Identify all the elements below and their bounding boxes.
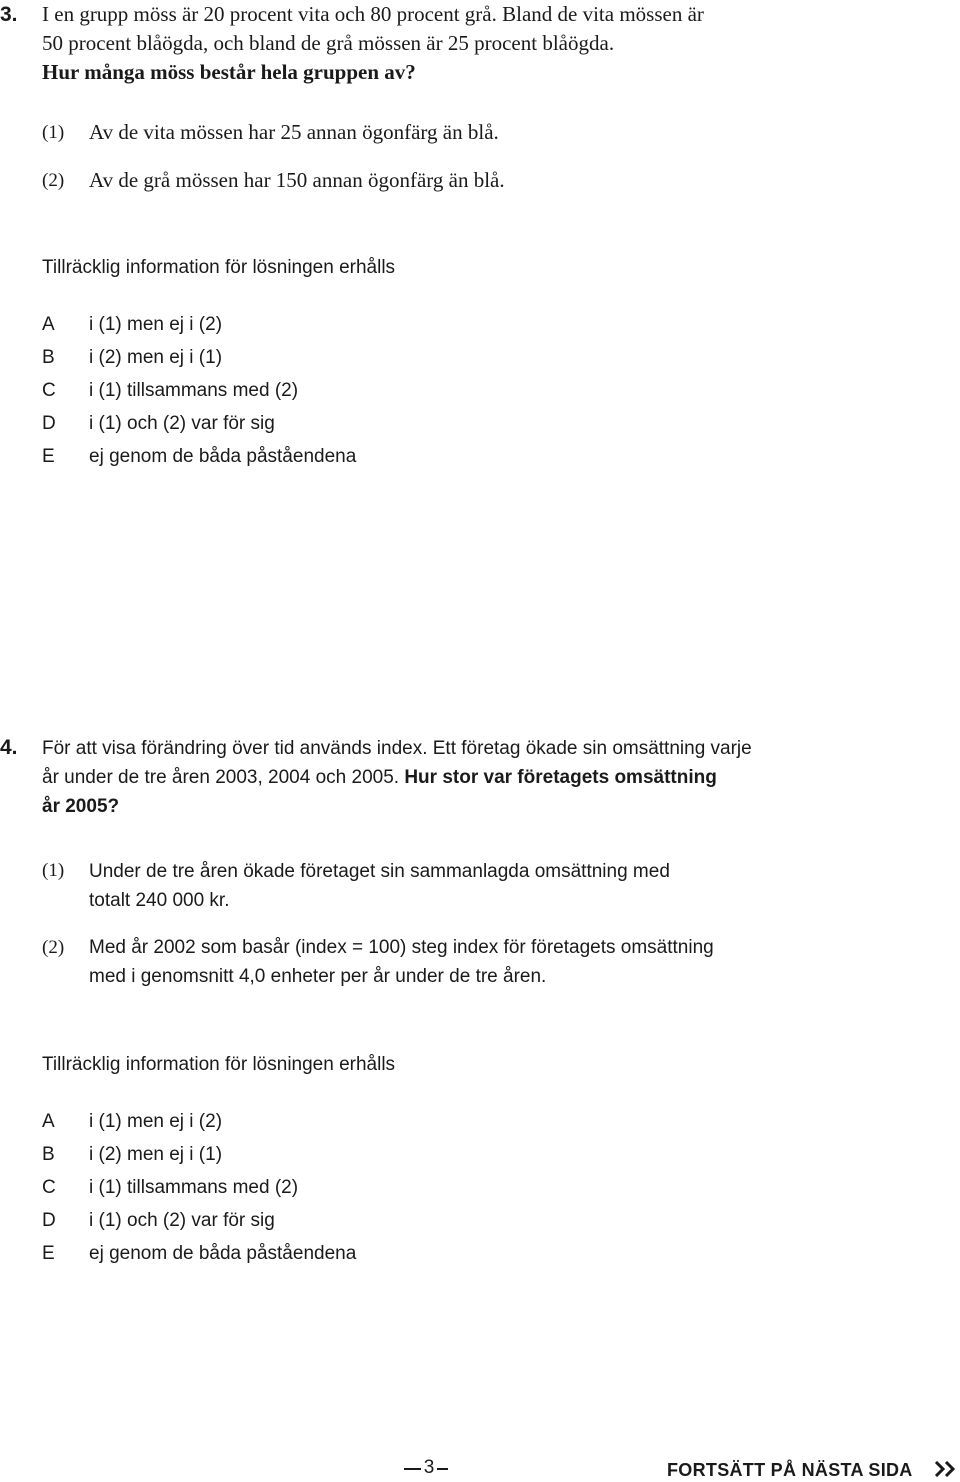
- statement-text: Av de vita mössen har 25 annan ögonfärg än blå.: [89, 120, 499, 144]
- answer-heading: Tillräcklig information för lösningen erhålls: [42, 257, 396, 278]
- page-number: 3: [423, 1457, 435, 1478]
- question-number: 3.: [0, 3, 18, 26]
- option-letter: D: [42, 1210, 56, 1231]
- option-letter: B: [42, 1144, 55, 1165]
- statement-text: med i genomsnitt 4,0 enheter per år under de tre åren.: [89, 966, 547, 987]
- option-text: i (2) men ej i (1): [89, 1144, 223, 1165]
- statement-label: (2): [42, 170, 65, 191]
- question-text-line: 50 procent blåögda, och bland de grå mössen är 25 procent blåögda.: [42, 31, 615, 55]
- question-text-plain: år under de tre åren 2003, 2004 och 2005.: [42, 767, 405, 788]
- option-letter: E: [42, 1243, 55, 1264]
- option-text: i (1) och (2) var för sig: [89, 1210, 275, 1231]
- option-letter: C: [42, 1177, 56, 1198]
- dash-right: [437, 1468, 448, 1470]
- statement-label: (1): [42, 122, 65, 143]
- double-chevron-right-icon: [934, 1461, 958, 1477]
- option-text: i (1) men ej i (2): [89, 314, 223, 335]
- option-text: i (1) tillsammans med (2): [89, 380, 299, 401]
- option-text: i (1) och (2) var för sig: [89, 413, 275, 434]
- question-text-line: [42, 763, 717, 792]
- statement-label: (1): [42, 860, 65, 881]
- statement-text: totalt 240 000 kr.: [89, 890, 230, 911]
- option-text: ej genom de båda påståendena: [89, 1243, 357, 1264]
- option-letter: A: [42, 1111, 55, 1132]
- statement-label: (2): [42, 937, 65, 958]
- dash-left: [404, 1468, 421, 1470]
- statement-text: Med år 2002 som basår (index = 100) steg index för företagets omsättning: [89, 937, 714, 958]
- option-letter: A: [42, 314, 55, 335]
- statement-text: Under de tre åren ökade företaget sin sammanlagda omsättning med: [89, 861, 670, 882]
- question-number: 4.: [0, 736, 18, 759]
- question-text-line: För att visa förändring över tid används index. Ett företag ökade sin omsättning varje: [42, 738, 752, 759]
- option-text: i (2) men ej i (1): [89, 347, 223, 368]
- option-letter: B: [42, 347, 55, 368]
- question-prompt: Hur många möss består hela gruppen av?: [42, 60, 416, 84]
- answer-heading: Tillräcklig information för lösningen erhålls: [42, 1054, 396, 1075]
- option-letter: E: [42, 446, 55, 467]
- option-letter: C: [42, 380, 56, 401]
- question-text-line: I en grupp möss är 20 procent vita och 80 procent grå. Bland de vita mössen är: [42, 2, 704, 26]
- option-text: ej genom de båda påståendena: [89, 446, 357, 467]
- continue-label: FORTSÄTT PÅ NÄSTA SIDA: [667, 1460, 913, 1480]
- question-prompt: Hur stor var företagets omsättning: [404, 767, 717, 788]
- question-prompt: år 2005?: [42, 796, 120, 817]
- option-text: i (1) men ej i (2): [89, 1111, 223, 1132]
- option-text: i (1) tillsammans med (2): [89, 1177, 299, 1198]
- option-letter: D: [42, 413, 56, 434]
- statement-text: Av de grå mössen har 150 annan ögonfärg än blå.: [89, 168, 505, 192]
